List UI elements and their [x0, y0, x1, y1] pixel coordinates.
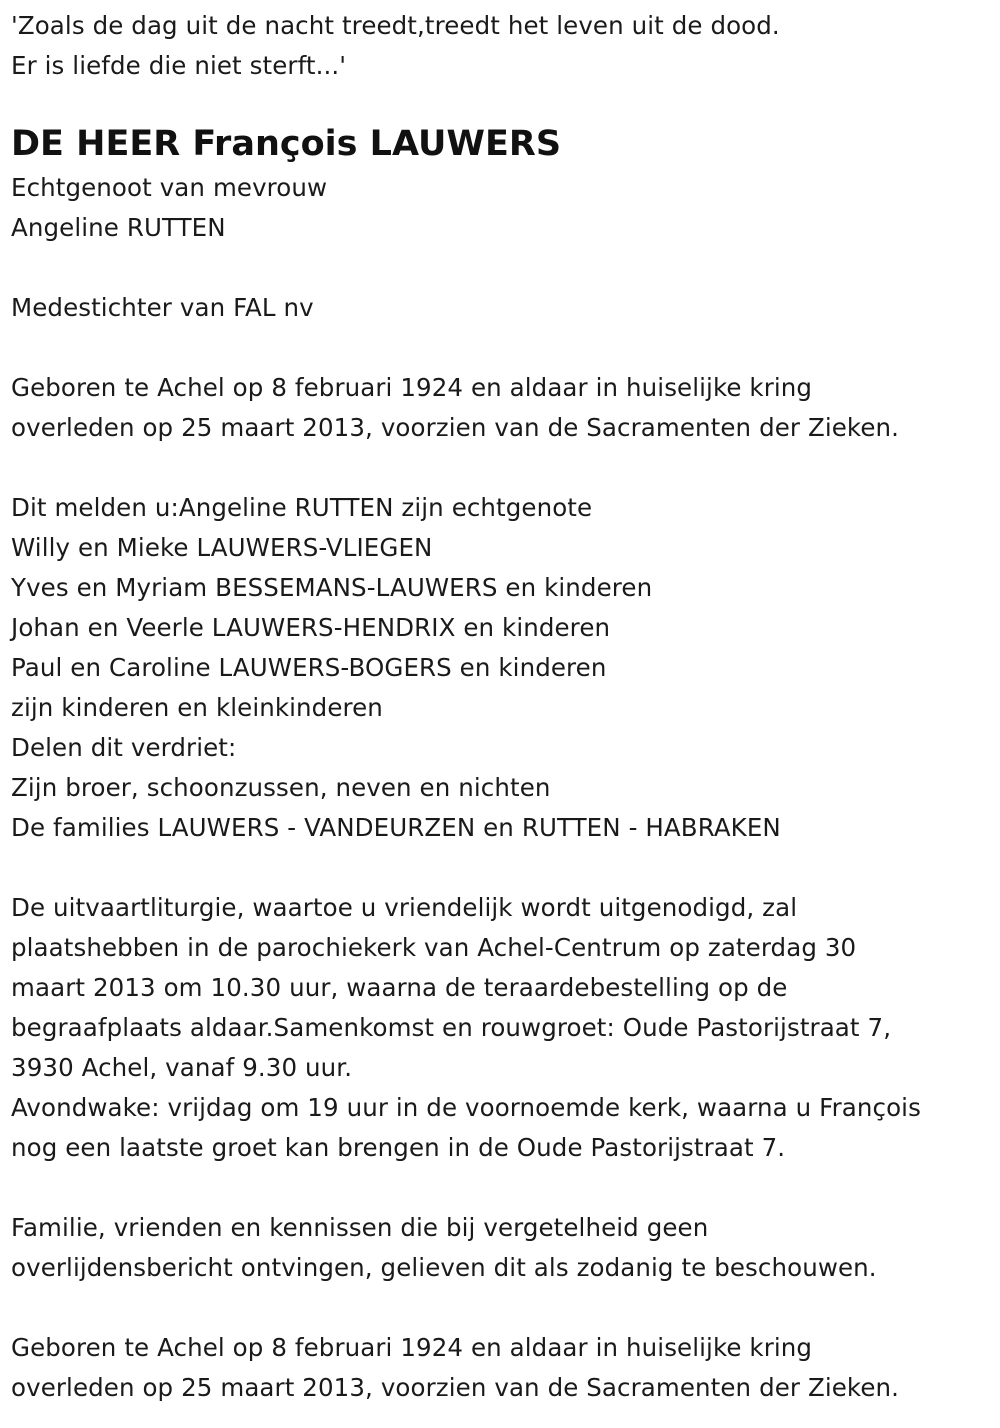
spacer [11, 328, 996, 368]
spacer [11, 248, 996, 288]
obituary-document [11, 6, 996, 1408]
family-line: Delen dit verdriet: [11, 733, 237, 762]
quote-line-1: 'Zoals de dag uit de nacht treedt,treedt het leven uit de dood. [11, 11, 780, 40]
funeral-line: De uitvaartliturgie, waartoe u vriendelijk wordt uitgenodigd, zal [11, 893, 798, 922]
quote-line-2: Er is liefde die niet sterft...' [11, 51, 347, 80]
birth-death-repeat-line-2: overleden op 25 maart 2013, voorzien van de Sacramenten der Zieken. [11, 1373, 900, 1402]
spacer [11, 1168, 996, 1208]
cofounder-line: Medestichter van FAL nv [11, 293, 314, 322]
spouse-line-1: Echtgenoot van mevrouw [11, 173, 328, 202]
spacer [11, 1288, 996, 1328]
birth-death-repeat-line-1: Geboren te Achel op 8 februari 1924 en aldaar in huiselijke kring [11, 1333, 813, 1362]
family-line: Dit melden u:Angeline RUTTEN zijn echtgenote [11, 493, 593, 522]
funeral-line: 3930 Achel, vanaf 9.30 uur. [11, 1053, 353, 1082]
funeral-line: Avondwake: vrijdag om 19 uur in de voornoemde kerk, waarna u François [11, 1093, 921, 1122]
family-line: De families LAUWERS - VANDEURZEN en RUTTEN - HABRAKEN [11, 813, 781, 842]
family-line: Willy en Mieke LAUWERS-VLIEGEN [11, 533, 433, 562]
spacer [11, 448, 996, 488]
funeral-line: nog een laatste groet kan brengen in de Oude Pastorijstraat 7. [11, 1133, 786, 1162]
family-line: Johan en Veerle LAUWERS-HENDRIX en kinderen [11, 613, 611, 642]
family-line: Yves en Myriam BESSEMANS-LAUWERS en kinderen [11, 573, 653, 602]
funeral-line: plaatshebben in de parochiekerk van Achel-Centrum op zaterdag 30 [11, 933, 857, 962]
birth-death-line-1: Geboren te Achel op 8 februari 1924 en aldaar in huiselijke kring [11, 373, 813, 402]
notice-line-2: overlijdensbericht ontvingen, gelieven dit als zodanig te beschouwen. [11, 1253, 877, 1282]
family-line: Zijn broer, schoonzussen, neven en nichten [11, 773, 551, 802]
deceased-name-title: DE HEER François LAUWERS [11, 124, 562, 164]
funeral-line: begraafplaats aldaar.Samenkomst en rouwgroet: Oude Pastorijstraat 7, [11, 1013, 892, 1042]
spacer [11, 848, 996, 888]
notice-line-1: Familie, vrienden en kennissen die bij vergetelheid geen [11, 1213, 709, 1242]
family-line: zijn kinderen en kleinkinderen [11, 693, 383, 722]
spouse-line-2: Angeline RUTTEN [11, 213, 226, 242]
family-line: Paul en Caroline LAUWERS-BOGERS en kinderen [11, 653, 607, 682]
birth-death-line-2: overleden op 25 maart 2013, voorzien van de Sacramenten der Zieken. [11, 413, 900, 442]
funeral-line: maart 2013 om 10.30 uur, waarna de teraardebestelling op de [11, 973, 788, 1002]
